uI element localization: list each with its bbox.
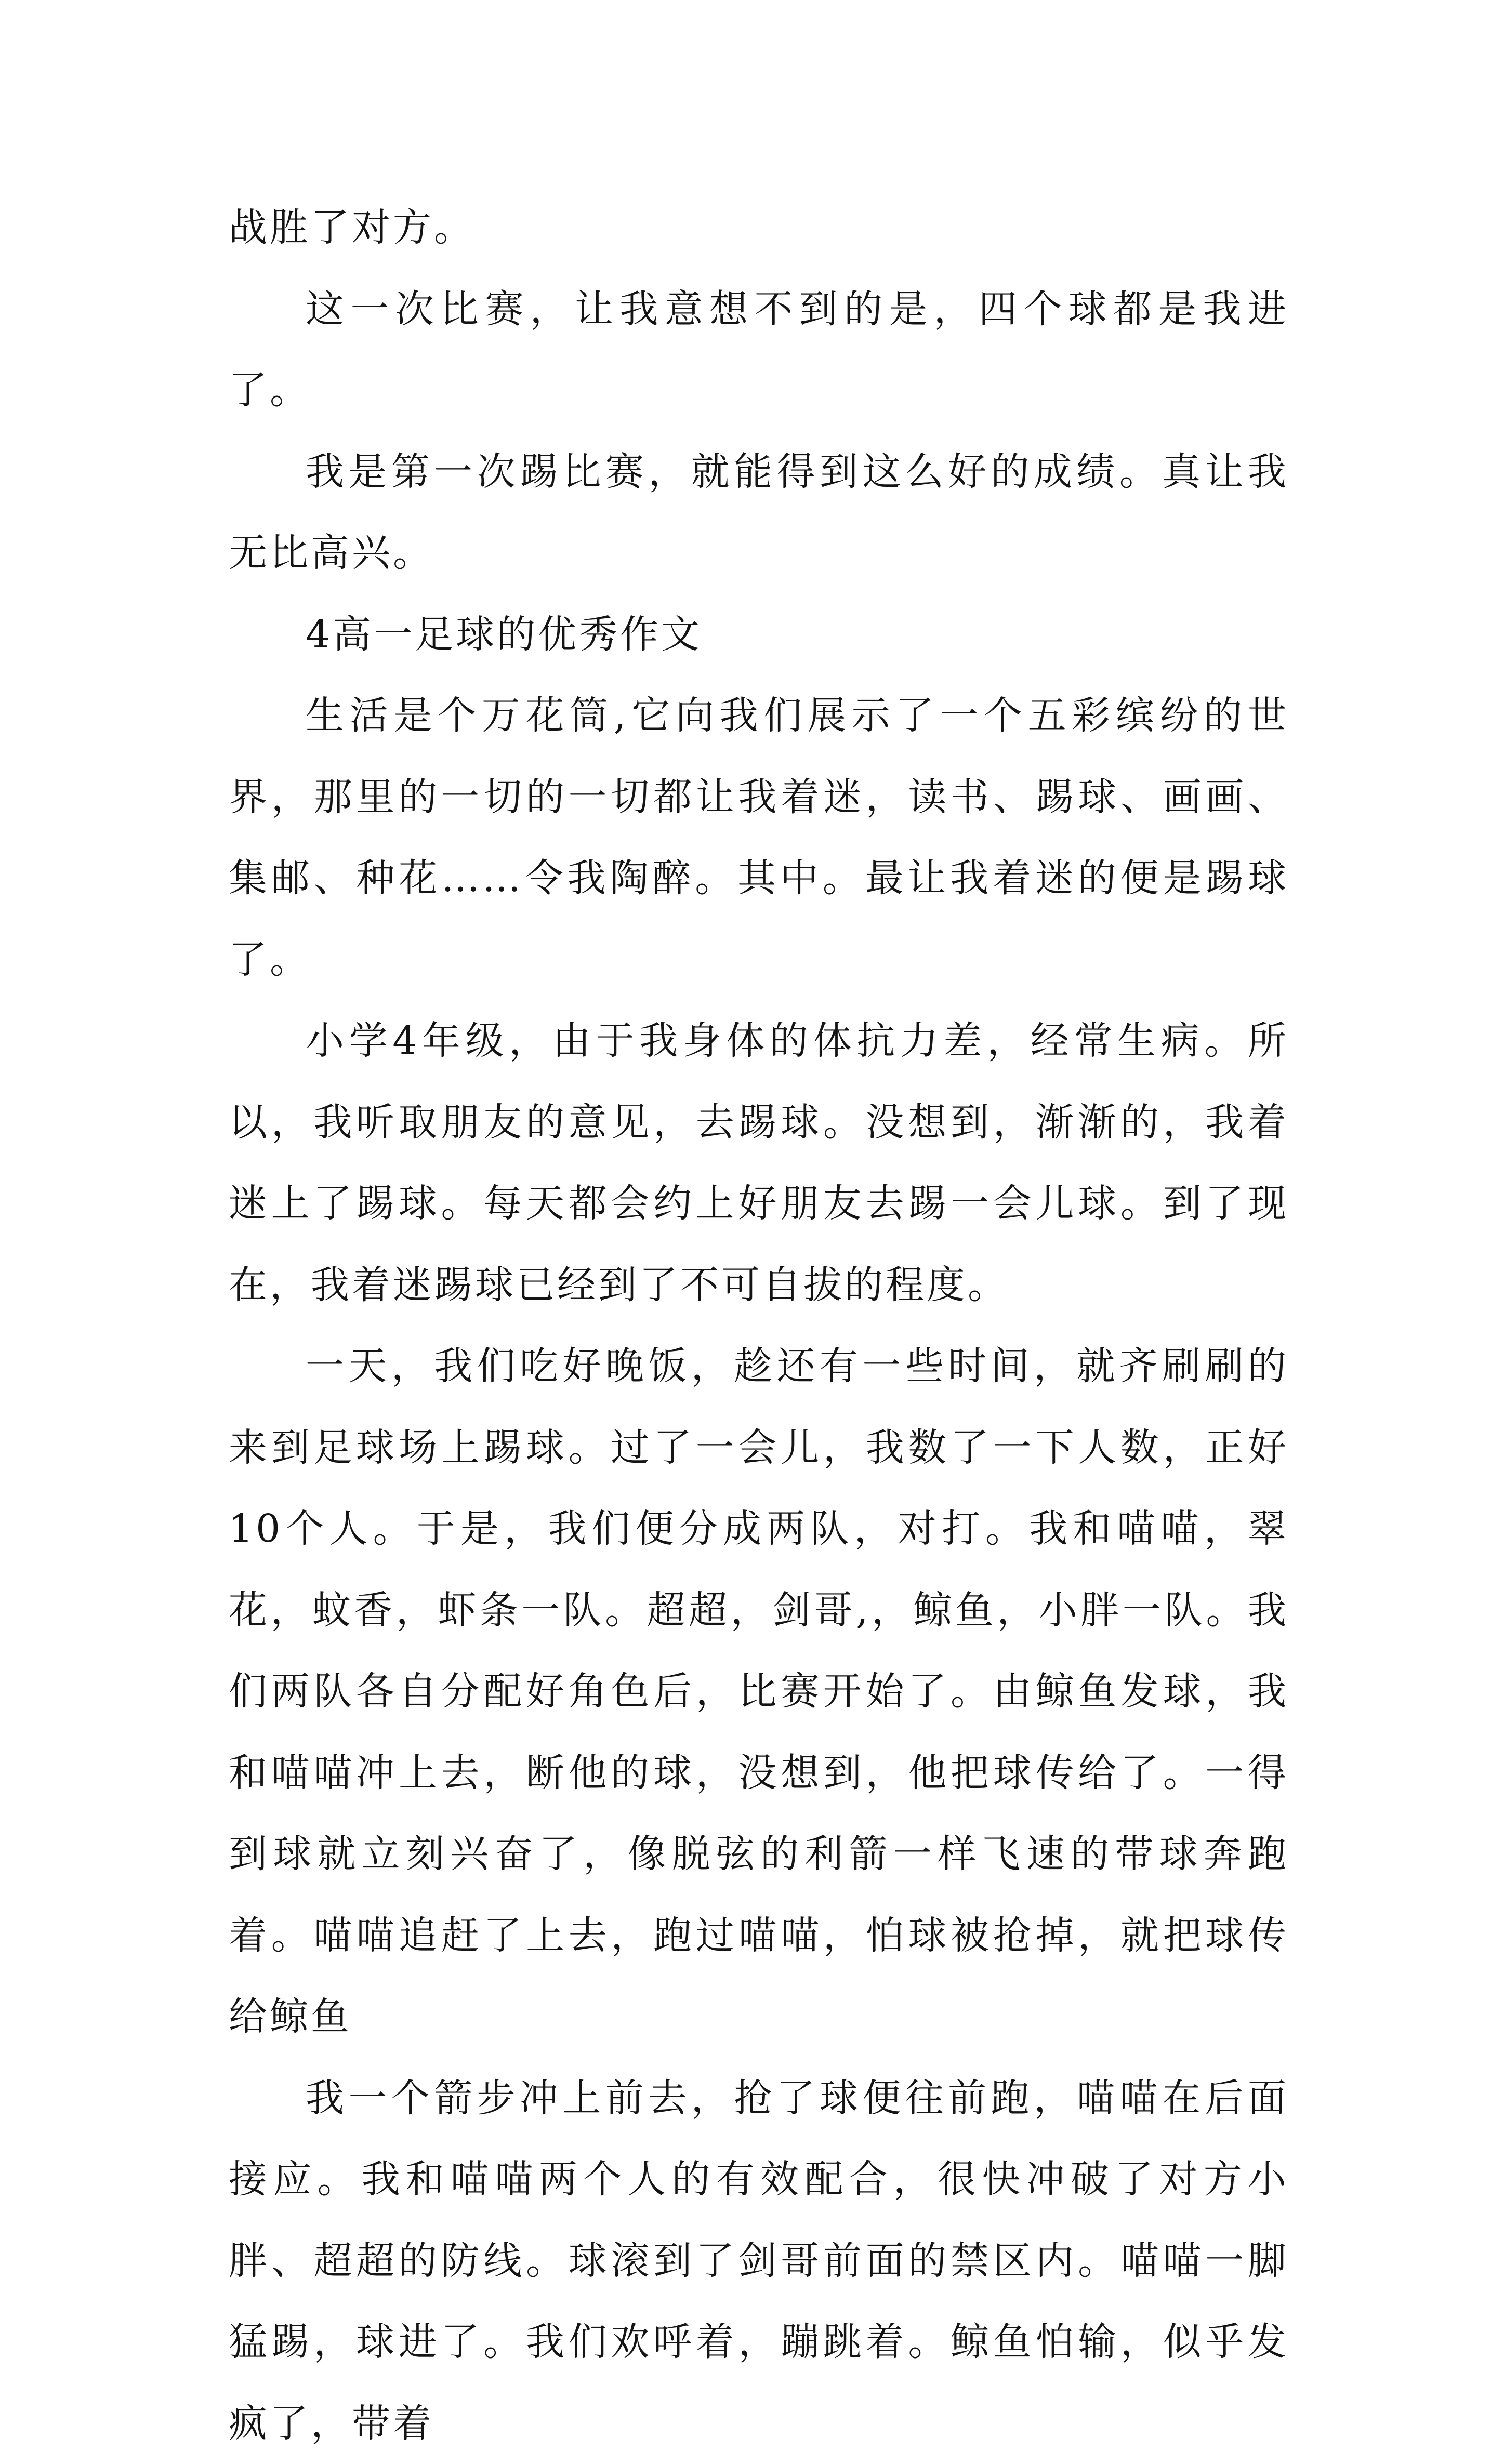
paragraph: 生活是个万花筒,它向我们展示了一个五彩缤纷的世界，那里的一切的一切都让我着迷，读书、踢球、画画、集邮、种花……令我陶醉。其中。最让我着迷的便是踢球了。 <box>229 675 1289 1000</box>
paragraph: 一天，我们吃好晚饭，趁还有一些时间，就齐刷刷的来到足球场上踢球。过了一会儿，我数了一下人数，正好10个人。于是，我们便分成两队，对打。我和喵喵，翠花，蚊香，虾条一队。超超，剑哥,，鲸鱼，小胖一队。我们两队各自分配好角色后，比赛开始了。由鲸鱼发球，我和喵喵冲上去，断他的球，没想到，他把球传给了。一得到球就立刻兴奋了，像脱弦的利箭一样飞速的带球奔跑着。喵喵追赶了上去，跑过喵喵，怕球被抢掉，就把球传给鲸鱼 <box>229 1326 1289 2058</box>
paragraph: 我一个箭步冲上前去，抢了球便往前跑，喵喵在后面接应。我和喵喵两个人的有效配合，很快冲破了对方小胖、超超的防线。球滚到了剑哥前面的禁区内。喵喵一脚猛踢，球进了。我们欢呼着，蹦跳着。鲸鱼怕输，似乎发疯了，带着 <box>229 2058 1289 2464</box>
paragraph: 这一次比赛，让我意想不到的是，四个球都是我进了。 <box>229 269 1289 431</box>
paragraph-continuation: 战胜了对方。 <box>229 187 1289 269</box>
essay-heading: 4高一足球的优秀作文 <box>229 594 1289 675</box>
paragraph: 小学4年级，由于我身体的体抗力差，经常生病。所以，我听取朋友的意见，去踢球。没想到，渐渐的，我着迷上了踢球。每天都会约上好朋友去踢一会儿球。到了现在，我着迷踢球已经到了不可自拔的程度。 <box>229 1000 1289 1326</box>
document-body <box>229 187 1289 2464</box>
paragraph: 我是第一次踢比赛，就能得到这么好的成绩。真让我无比高兴。 <box>229 431 1289 594</box>
